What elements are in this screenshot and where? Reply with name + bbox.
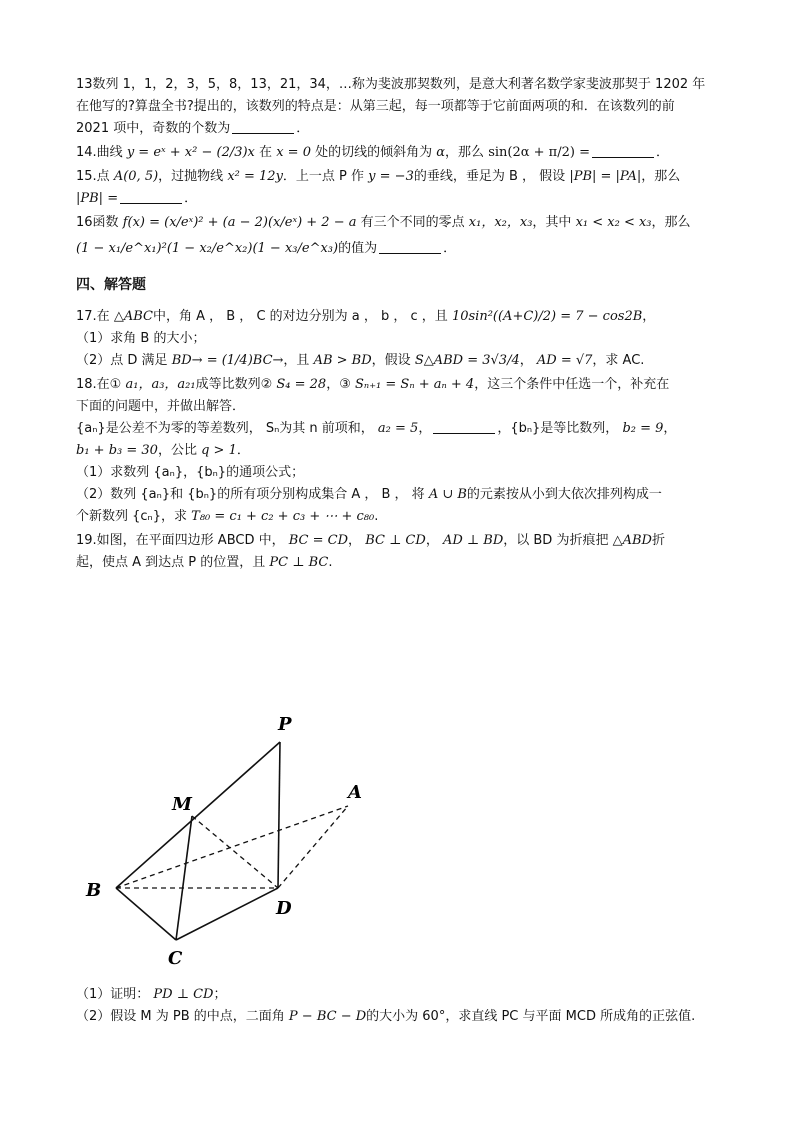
q19-text: ； <box>213 987 227 1002</box>
q14-prefix: 14.曲线 <box>76 145 123 160</box>
q19-text: 19.如图，在平面四边形 ABCD 中， <box>76 533 285 548</box>
q14-line <box>76 142 726 164</box>
q16-text: 有三个不同的零点 <box>360 215 465 230</box>
q15-text: ，过抛物线 <box>158 169 224 184</box>
q18-text: （2）数列 {aₙ}和 {bₙ}的所有项分别构成集合 A ， B ， 将 <box>76 487 425 502</box>
q16-text: ，其中 <box>532 215 572 230</box>
label-p: P <box>278 714 292 735</box>
solid-edges <box>116 742 280 940</box>
answer-blank <box>379 239 441 254</box>
q17-text: ， <box>642 309 656 324</box>
q14-text: 处的切线的倾斜角为 <box>315 145 433 160</box>
q17-text: 17.在 <box>76 309 110 324</box>
q18-ratio: q > 1 <box>201 443 237 458</box>
answer-blank <box>120 189 182 204</box>
q18-text: 成等比数列② <box>195 377 273 392</box>
q15-line-2 <box>76 188 726 210</box>
q18-sum: T₈₀ = c₁ + c₂ + c₃ + ⋯ + c₈₀ <box>191 509 375 524</box>
label-a: A <box>348 782 362 803</box>
q13-text: 2021 项中，奇数的个数为 <box>76 121 231 136</box>
edge-bc <box>116 888 176 940</box>
q18-text: ， <box>418 421 432 436</box>
q19-text: ， <box>348 533 362 548</box>
question-16 <box>76 212 726 264</box>
q18-part-1: （1）求数列 {aₙ}，{bₙ}的通项公式； <box>76 465 305 480</box>
q17-vector: BD→ = (1/4)BC→ <box>171 353 284 368</box>
q17-text: ， <box>519 353 533 368</box>
q18-condition-3: Sₙ₊₁ = Sₙ + aₙ + 4 <box>355 377 475 392</box>
edge-cd <box>176 888 278 940</box>
label-c: C <box>168 948 183 969</box>
q19-text: 的大小为 60°，求直线 PC 与平面 MCD 所成角的正弦值. <box>366 1009 696 1024</box>
q18-text: ，这三个条件中任选一个，补充在 <box>474 377 670 392</box>
q17-part-2 <box>76 350 726 372</box>
q19-text: 起，使点 A 到达点 P 的位置，且 <box>76 555 266 570</box>
question-19 <box>76 530 726 574</box>
q15-line-1 <box>76 166 726 188</box>
q16-line-1 <box>76 212 726 234</box>
q19-text: ，以 BD 为折痕把 <box>503 533 609 548</box>
q14-angle: α <box>436 145 446 160</box>
q17-inequality: AB > BD <box>313 353 372 368</box>
geometry-figure <box>76 700 416 970</box>
question-17 <box>76 306 726 372</box>
q19-line-1 <box>76 530 726 552</box>
q19-dihedral: P − BC − D <box>288 1009 367 1024</box>
q16-text: 的值为 <box>338 241 378 256</box>
q14-point: x = 0 <box>276 145 311 160</box>
q16-line-2 <box>76 234 726 264</box>
q18-line-2: 下面的问题中，并做出解答． <box>76 399 246 414</box>
section-title: 四、解答题 <box>76 277 146 293</box>
q18-text: ，公比 <box>157 443 197 458</box>
q18-part-2-cont <box>76 506 726 528</box>
edge-mc <box>176 816 192 940</box>
q14-curve: y = eˣ + x² − (2/3)x <box>126 145 255 160</box>
q19-condition: PC ⊥ BC <box>269 555 329 570</box>
q14-end: ． <box>655 145 669 160</box>
q19-condition: BC = CD <box>288 533 349 548</box>
q13-line-2: 在他写的?算盘全书?提出的，该数列的特点是：从第三起，每一项都等于它前面两项的和．在该数列的前 <box>76 99 675 114</box>
dashed-edges <box>116 806 348 888</box>
q16-text: 16函数 <box>76 215 119 230</box>
q18-text: ，{bₙ}是等比数列， <box>497 421 619 436</box>
q19-line-2 <box>76 552 726 574</box>
q16-zeros: x₁，x₂，x₃ <box>468 215 533 230</box>
document-page <box>76 74 726 576</box>
q18-text: 个新数列 {cₙ}，求 <box>76 509 188 524</box>
q17-text: 中，角 A ， B ， C 的对边分别为 a ， b ， c ，且 <box>152 309 448 324</box>
q18-text: ． <box>236 443 250 458</box>
q18-b-sum: b₁ + b₃ = 30 <box>76 443 158 458</box>
q15-text: ，那么 <box>641 169 681 184</box>
q18-text: . <box>374 509 379 524</box>
answer-blank <box>592 143 654 158</box>
q15-text: ．上一点 P 作 <box>282 169 365 184</box>
q17-text: ，求 AC. <box>592 353 645 368</box>
q18-union: A ∪ B <box>428 487 467 502</box>
label-m: M <box>172 794 192 815</box>
q18-text: {aₙ}是公差不为零的等差数列， <box>76 421 262 436</box>
q18-text: 的元素按从小到大依次排列构成一 <box>466 487 662 502</box>
q17-line-1 <box>76 306 726 328</box>
q17-ad: AD = √7 <box>536 353 593 368</box>
q16-text: ，那么 <box>651 215 691 230</box>
q18-line-3 <box>76 418 726 440</box>
q16-expression: (1 − x₁/e^x₁)²(1 − x₂/e^x₂)(1 − x₃/e^x₃) <box>76 241 339 256</box>
q14-text: ，那么 <box>445 145 485 160</box>
q19-part-2 <box>76 1006 736 1028</box>
edge-pd <box>278 742 280 888</box>
q19-triangle: △ABD <box>612 533 652 548</box>
q17-text: （2）点 D 满足 <box>76 353 168 368</box>
q19-condition: BC ⊥ CD <box>365 533 426 548</box>
q18-text: Sₙ为其 n 前项和， <box>265 421 374 436</box>
question-13 <box>76 74 726 140</box>
q18-text: 18.在① <box>76 377 122 392</box>
q18-line-1 <box>76 374 726 396</box>
question-15 <box>76 166 726 210</box>
q15-text: 的垂线，垂足为 B ， 假设 <box>413 169 566 184</box>
q14-text: 在 <box>259 145 273 160</box>
q17-part-1: （1）求角 B 的大小； <box>76 331 206 346</box>
q15-question: |PB| = <box>76 191 119 206</box>
answer-blank <box>433 419 495 434</box>
q16-function: f(x) = (x/eˣ)² + (a − 2)(x/eˣ) + 2 − a <box>122 215 357 230</box>
q17-text: ，假设 <box>371 353 411 368</box>
q13-line-1: 13数列 1，1，2，3，5，8，13，21，34，…称为斐波那契数列，是意大利著名数学家斐波那契于 1202 年 <box>76 77 706 92</box>
q17-text: ，且 <box>283 353 310 368</box>
q17-triangle: △ABC <box>113 309 153 324</box>
edge-md <box>192 816 278 888</box>
label-d: D <box>276 898 292 919</box>
q18-text: ，③ <box>326 377 351 392</box>
q19-claim: PD ⊥ CD <box>153 987 214 1002</box>
edge-bp <box>116 742 280 888</box>
q19-condition: AD ⊥ BD <box>442 533 504 548</box>
q14-expression: sin(2α + π/2) = <box>488 145 590 160</box>
question-14 <box>76 142 726 164</box>
q19-text: ， <box>425 533 439 548</box>
q15-end: ． <box>184 191 198 206</box>
q19-text: . <box>328 555 333 570</box>
q16-end: ． <box>443 241 457 256</box>
q19-part-1 <box>76 984 736 1006</box>
label-b: B <box>86 880 102 901</box>
q18-condition-2: S₄ = 28 <box>276 377 327 392</box>
q16-order: x₁ < x₂ < x₃ <box>575 215 652 230</box>
q17-area: S△ABD = 3√3/4 <box>414 353 520 368</box>
q13-line-3 <box>76 118 726 140</box>
q17-equation: 10sin²((A+C)/2) = 7 − cos2B <box>451 309 643 324</box>
answer-blank <box>232 119 294 134</box>
q18-a2: a₂ = 5 <box>377 421 419 436</box>
q15-parabola: x² = 12y <box>227 169 283 184</box>
q19-text: （1）证明： <box>76 987 150 1002</box>
question-19-parts <box>76 984 736 1028</box>
q15-text: 15.点 <box>76 169 110 184</box>
q18-part-2 <box>76 484 726 506</box>
q18-line-4 <box>76 440 726 462</box>
q13-end: ． <box>296 121 310 136</box>
question-18 <box>76 374 726 528</box>
q15-condition: |PB| = |PA| <box>569 169 642 184</box>
q18-condition-1: a₁，a₃，a₂₁ <box>125 377 196 392</box>
q15-line-eq: y = −3 <box>368 169 414 184</box>
q19-text: （2）假设 M 为 PB 的中点，二面角 <box>76 1009 285 1024</box>
q19-text: 折 <box>651 533 665 548</box>
q18-text: ， <box>663 421 677 436</box>
q18-b2: b₂ = 9 <box>622 421 664 436</box>
q15-point-a: A(0, 5) <box>113 169 159 184</box>
